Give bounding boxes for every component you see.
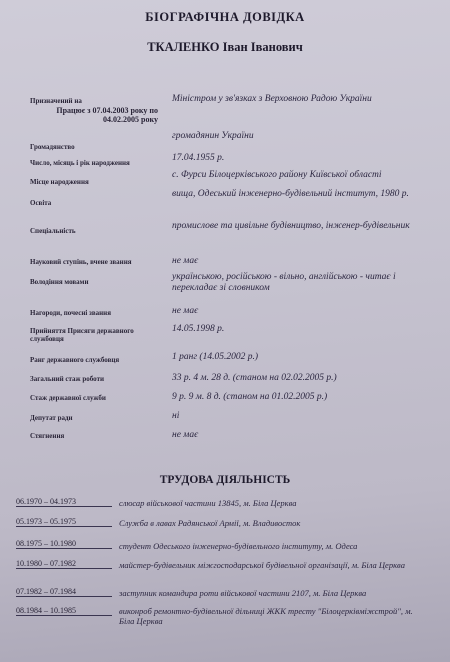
value-citizenship: громадянин України [172, 131, 254, 141]
value-oath: 14.05.1998 р. [172, 324, 225, 334]
work-description: майстер-будівельник міжгосподарської будівельної організації, м. Біла Церква [119, 560, 405, 570]
work-description: слюсар військової частини 13845, м. Біла Церква [119, 498, 297, 508]
value-awards: не має [172, 306, 199, 316]
value-degree: не має [172, 256, 199, 266]
value-appointed: Міністром у зв'язках з Верховною Радою України [172, 94, 372, 104]
label-awards: Нагороди, почесні звання [30, 309, 111, 317]
label-languages: Володіння мовами [30, 278, 89, 286]
work-description: виконроб ремонтно-будівельної дільниці ЖКК тресту "Білоцерківміжстрой", м. Біла Церква [119, 606, 413, 626]
value-rank: 1 ранг (14.05.2002 р.) [172, 352, 258, 362]
label-total-experience: Загальний стаж роботи [30, 375, 105, 383]
work-period: 07.1982 – 07.1984 [16, 587, 76, 596]
label-rank: Ранг державного службовця [30, 356, 120, 364]
period-underline [16, 615, 112, 616]
work-period: 10.1980 – 07.1982 [16, 559, 76, 568]
label-citizenship: Громадянство [30, 143, 75, 151]
work-period: 05.1973 – 05.1975 [16, 517, 76, 526]
work-period: 08.1984 – 10.1985 [16, 606, 76, 615]
value-civil-service: 9 р. 9 м. 8 д. (станом на 01.02.2005 р.) [172, 392, 328, 402]
work-period: 06.1970 – 04.1973 [16, 497, 76, 506]
value-birth-date: 17.04.1955 р. [172, 153, 225, 163]
value-deputy: ні [172, 411, 180, 421]
label-appointed: Призначений на [30, 97, 82, 105]
label-birth-place: Місце народження [30, 178, 89, 186]
work-section-title: ТРУДОВА ДІЯЛЬНІСТЬ [159, 474, 291, 486]
value-birth-place: с. Фурси Білоцерківського району Київської області [172, 170, 382, 180]
label-degree: Науковий ступінь, вчене звання [30, 258, 132, 266]
work-description: Служба в лавах Радянської Армії, м. Владивосток [119, 518, 301, 528]
label-civil-service: Стаж державної служби [30, 394, 106, 402]
person-name: ТКАЛЕНКО Іван Іванович [147, 40, 303, 54]
label-education: Освіта [30, 199, 52, 207]
period-underline [16, 548, 112, 549]
value-penalties: не має [172, 430, 199, 440]
period-underline [16, 596, 112, 597]
label-penalties: Стягнення [30, 432, 65, 440]
work-period: 08.1975 – 10.1980 [16, 539, 76, 548]
value-education: вища, Одеський інженерно-будівельний інститут, 1980 р. [172, 189, 409, 199]
value-languages: українською, російською - вільно, англійською - читає і перекладає зі словником [172, 272, 396, 293]
work-description: заступник командира роти військової частини 2107, м. Біла Церква [119, 588, 367, 598]
label-specialty: Спеціальність [30, 227, 76, 235]
label-oath: Прийняття Присяги державного службовця [30, 327, 134, 343]
period-underline [16, 526, 112, 527]
work-description: студент Одеського інженерно-будівельного інституту, м. Одеса [119, 541, 358, 551]
period-underline [16, 568, 112, 569]
label-works-since: Працює з 07.04.2003 року по 04.02.2005 року [56, 106, 158, 124]
label-birth-date: Число, місяць і рік народження [30, 159, 130, 167]
document-title: БІОГРАФІЧНА ДОВІДКА [145, 10, 305, 24]
label-deputy: Депутат ради [30, 414, 73, 422]
value-total-experience: 33 р. 4 м. 28 д. (станом на 02.02.2005 р.) [172, 373, 337, 383]
value-specialty: промислове та цивільне будівництво, інженер-будівельник [172, 221, 410, 231]
period-underline [16, 506, 112, 507]
